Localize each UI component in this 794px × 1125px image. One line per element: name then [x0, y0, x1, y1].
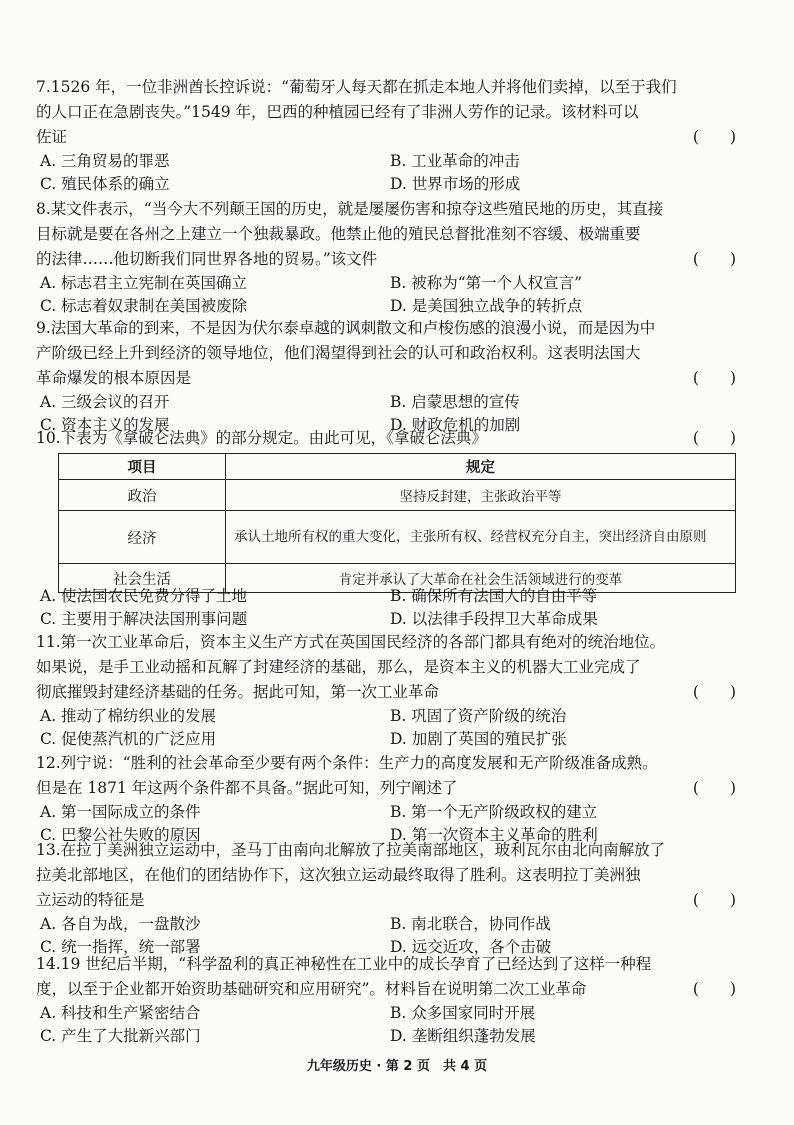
question-9: [36, 316, 736, 437]
option-c[interactable]: C. 促使蒸汽机的广泛应用: [40, 730, 217, 748]
question-number: 12.: [36, 754, 61, 772]
answer-paren[interactable]: ( ): [692, 128, 736, 146]
question-14-stem: 14.19 世纪后半期，“科学盈利的真正神秘性在工业中的成长孕育了已经达到了这样一种程 度，以至于企业都开始资助基础研究和应用研究”。材料旨在说明第二次工业革命 ( ): [36, 952, 736, 1002]
table-row: [59, 511, 736, 564]
question-10: [36, 426, 736, 451]
question-10-stem: 10.下表为《拿破仑法典》的部分规定。由此可见，《拿破仑法典》 ( ): [36, 426, 736, 451]
option-d[interactable]: D. 垄断组织蓬勃发展: [390, 1027, 536, 1045]
question-number: 11.: [36, 633, 61, 651]
table-row: [59, 480, 736, 511]
question-number: 9.: [36, 319, 51, 337]
option-b[interactable]: B. 众多国家同时开展: [390, 1004, 536, 1022]
question-number: 8.: [36, 200, 51, 218]
question-7-stem: 7.1526 年，一位非洲酋长控诉说：“葡萄牙人每天都在抓走本地人并将他们卖掉，以至于我们 的人口正在急剧丧失。”1549 年，巴西的种植园已经有了非洲人劳作的记录。该材料可以 佐证 ( ): [36, 75, 736, 150]
option-d[interactable]: D. 世界市场的形成: [390, 175, 521, 193]
option-a[interactable]: A. 标志君主立宪制在英国确立: [40, 274, 248, 292]
answer-paren[interactable]: ( ): [692, 429, 736, 447]
question-13-stem: 13.在拉丁美洲独立运动中，圣马丁由南向北解放了拉美南部地区，玻利瓦尔由北向南解放了 拉美北部地区，在他们的团结协作下，这次独立运动最终取得了胜利。这表明拉丁美洲独 立运动的特征是 ( ): [36, 838, 736, 913]
option-b[interactable]: B. 被称为“第一个人权宣言”: [390, 274, 583, 292]
option-a[interactable]: A. 使法国农民免费分得了土地: [40, 587, 248, 605]
option-d[interactable]: D. 第一次资本主义革命的胜利: [390, 826, 598, 844]
table-cell-item: 社会生活: [59, 564, 226, 593]
table-header-rule: 规定: [226, 454, 736, 480]
answer-paren[interactable]: ( ): [692, 369, 736, 387]
question-8-options: [36, 272, 736, 318]
question-7-options: [36, 150, 736, 196]
option-d[interactable]: D. 是美国独立战争的转折点: [390, 297, 583, 315]
table-cell-rule: 肯定并承认了大革命在社会生活领域进行的变革: [226, 564, 736, 593]
question-13: [36, 838, 736, 959]
table-cell-rule: 坚持反封建，主张政治平等: [226, 480, 736, 511]
option-b[interactable]: B. 南北联合，协同作战: [390, 915, 551, 933]
option-b[interactable]: B. 确保所有法国人的自由平等: [390, 587, 598, 605]
option-b[interactable]: B. 启蒙思想的宣传: [390, 393, 520, 411]
option-c[interactable]: C. 巴黎公社失败的原因: [40, 826, 201, 844]
option-d[interactable]: D. 远交近攻，各个击破: [390, 938, 552, 956]
table-cell-item: 经济: [59, 511, 226, 564]
option-d[interactable]: D. 以法律手段捍卫大革命成果: [390, 610, 598, 628]
option-c[interactable]: C. 殖民体系的确立: [40, 175, 170, 193]
question-12-stem: 12.列宁说：“胜利的社会革命至少要有两个条件：生产力的高度发展和无产阶级准备成熟。 但是在 1871 年这两个条件都不具备。”据此可知，列宁阐述了 ( ): [36, 751, 736, 801]
option-a[interactable]: A. 科技和生产紧密结合: [40, 1004, 201, 1022]
table-cell-rule: 承认土地所有权的重大变化，主张所有权、经营权充分自主，突出经济自由原则: [226, 511, 736, 564]
question-number: 13.: [36, 841, 61, 859]
question-11-options: [36, 705, 736, 751]
page-footer: 九年级历史 · 第 2 页 共 4 页: [306, 1059, 488, 1074]
option-c[interactable]: C. 产生了大批新兴部门: [40, 1027, 201, 1045]
answer-paren[interactable]: ( ): [692, 980, 736, 998]
question-10-options: [36, 585, 736, 631]
question-number: 7.: [36, 78, 51, 96]
option-c[interactable]: C. 资本主义的发展: [40, 416, 170, 434]
code-table: [58, 453, 736, 593]
question-14: [36, 952, 736, 1048]
option-c[interactable]: C. 主要用于解决法国刑事问题: [40, 610, 248, 628]
answer-paren[interactable]: ( ): [692, 779, 736, 797]
answer-paren[interactable]: ( ): [692, 891, 736, 909]
option-a[interactable]: A. 第一国际成立的条件: [40, 803, 201, 821]
question-9-stem: 9.法国大革命的到来，不是因为伏尔泰卓越的讽刺散文和卢梭伤感的浪漫小说，而是因为中 产阶级已经上升到经济的领导地位，他们渴望得到社会的认可和政治权利。这表明法国大 革命爆发的根本原因是 ( ): [36, 316, 736, 391]
question-10-options-wrap: [36, 585, 736, 631]
option-a[interactable]: A. 推动了棉纺织业的发展: [40, 707, 217, 725]
question-number: 10.: [36, 429, 61, 447]
table-header-row: [59, 454, 736, 480]
question-11: [36, 630, 736, 751]
table-header-item: 项目: [59, 454, 226, 480]
question-8: [36, 197, 736, 318]
option-c[interactable]: C. 统一指挥，统一部署: [40, 938, 201, 956]
option-d[interactable]: D. 加剧了英国的殖民扩张: [390, 730, 567, 748]
option-a[interactable]: A. 三角贸易的罪恶: [40, 152, 170, 170]
option-a[interactable]: A. 三级会议的召开: [40, 393, 170, 411]
question-12: [36, 751, 736, 847]
question-number: 14.: [36, 955, 61, 973]
answer-paren[interactable]: ( ): [692, 250, 736, 268]
question-7: [36, 75, 736, 196]
option-c[interactable]: C. 标志着奴隶制在美国被废除: [40, 297, 248, 315]
option-b[interactable]: B. 巩固了资产阶级的统治: [390, 707, 567, 725]
table-cell-item: 政治: [59, 480, 226, 511]
option-d[interactable]: D. 财政危机的加剧: [390, 416, 521, 434]
option-a[interactable]: A. 各自为战，一盘散沙: [40, 915, 201, 933]
option-b[interactable]: B. 工业革命的冲击: [390, 152, 520, 170]
question-14-options: [36, 1002, 736, 1048]
option-b[interactable]: B. 第一个无产阶级政权的建立: [390, 803, 598, 821]
question-11-stem: 11.第一次工业革命后，资本主义生产方式在英国国民经济的各部门都具有绝对的统治地位。 如果说，是手工业动摇和瓦解了封建经济的基础，那么，是资本主义的机器大工业完成了 彻底摧毁封建经济基础的任务。据此可知，第一次工业革命 ( ): [36, 630, 736, 705]
question-8-stem: 8.某文件表示，“当今大不列颠王国的历史，就是屡屡伤害和掠夺这些殖民地的历史，其直接 目标就是要在各州之上建立一个独裁暴政。他禁止他的殖民总督批准刻不容缓、极端重要 的法律……他切断我们同世界各地的贸易。”该文件 ( ): [36, 197, 736, 272]
answer-paren[interactable]: ( ): [692, 683, 736, 701]
